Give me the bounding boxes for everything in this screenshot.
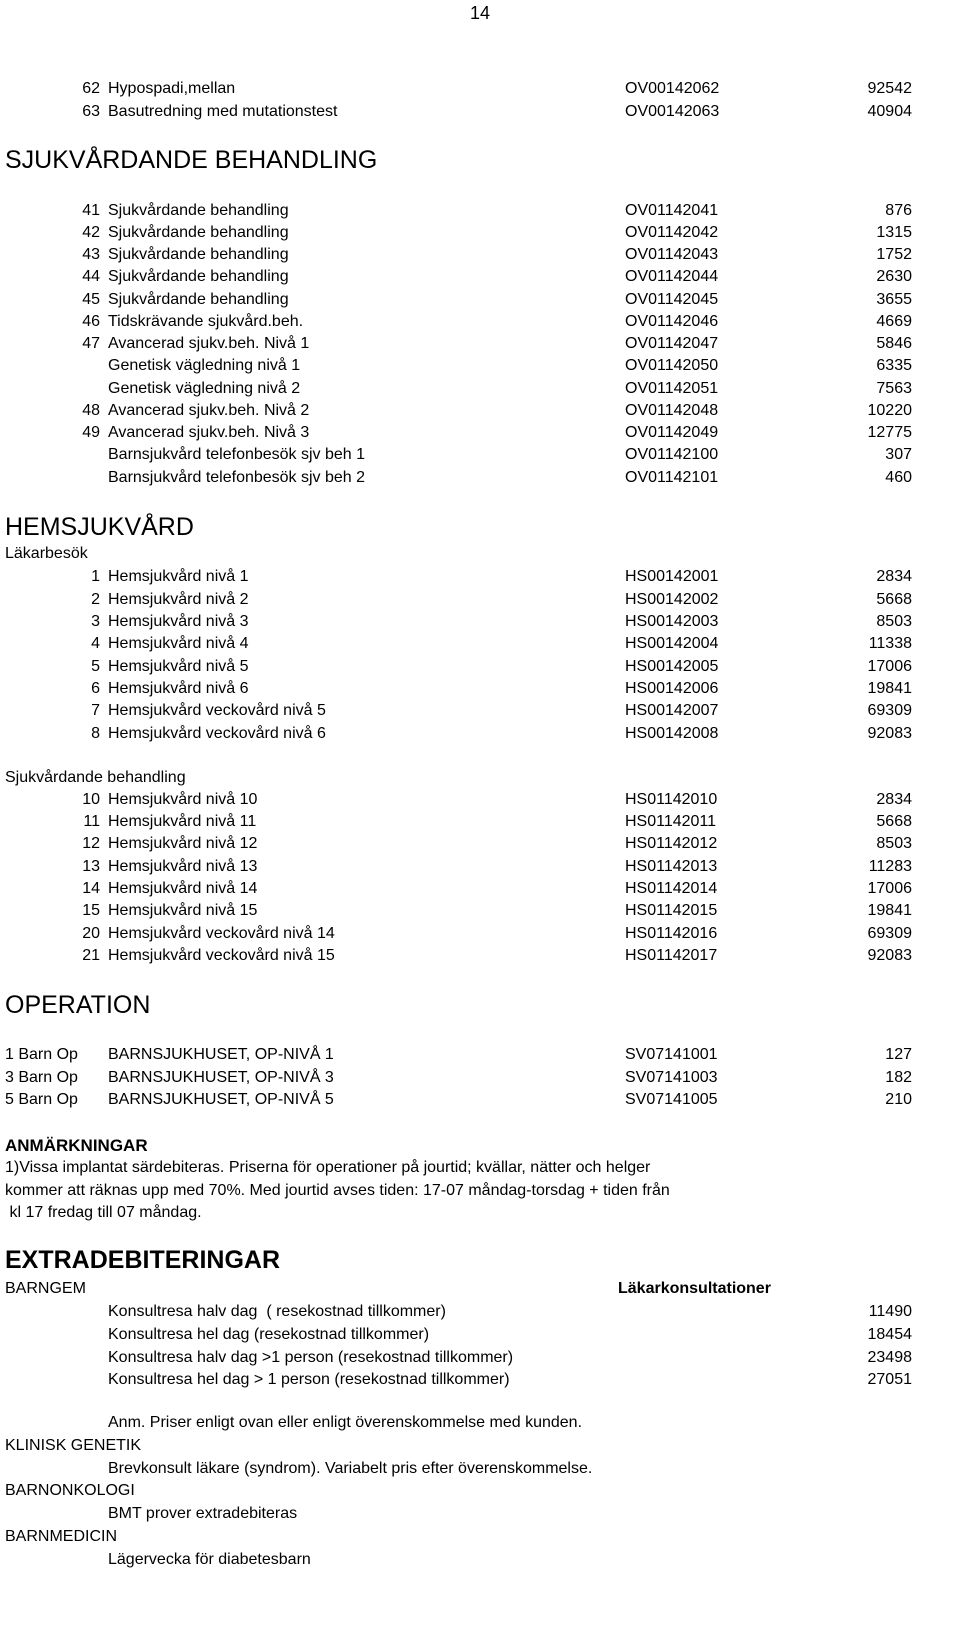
- row-num: 11: [83, 813, 100, 830]
- row-price: 4669: [876, 313, 912, 330]
- row-code: HS00142007: [625, 702, 719, 719]
- note-line: kommer att räknas upp med 70%. Med jourtid avses tiden: 17-07 måndag-torsdag + tiden från: [5, 1182, 670, 1199]
- row-price: 2630: [876, 268, 912, 285]
- row-num: 47: [82, 335, 100, 352]
- row-num: 42: [82, 224, 100, 241]
- row-price: 5846: [876, 335, 912, 352]
- row-code: OV01142041: [625, 202, 719, 219]
- row-price: 17006: [867, 880, 912, 897]
- row-name: Hemsjukvård nivå 13: [108, 858, 258, 875]
- row-num: 3: [91, 613, 100, 630]
- anm-text: Anm. Priser enligt ovan eller enligt överenskommelse med kunden.: [108, 1414, 583, 1431]
- row-code: HS00142003: [625, 613, 719, 630]
- row-code: HS00142006: [625, 680, 719, 697]
- row-price: 2834: [876, 791, 912, 808]
- note-line: kl 17 fredag till 07 måndag.: [5, 1204, 202, 1221]
- konsult-price: 23498: [867, 1349, 912, 1366]
- row-num: 44: [82, 268, 100, 285]
- section-heading-sjukvardande: SJUKVÅRDANDE BEHANDLING: [5, 146, 378, 174]
- op-label: 3 Barn Op: [5, 1069, 78, 1086]
- label-klinisk-genetik: KLINISK GENETIK: [5, 1437, 142, 1454]
- row-price: 11338: [868, 635, 912, 652]
- row-name: Sjukvårdande behandling: [108, 202, 289, 219]
- row-name: Hemsjukvård nivå 12: [108, 835, 258, 852]
- section-heading-hemsjukvard: HEMSJUKVÅRD: [5, 513, 194, 541]
- row-num: 7: [91, 702, 100, 719]
- row-code: HS01142017: [625, 947, 718, 964]
- op-label: 1 Barn Op: [5, 1046, 78, 1063]
- section-heading-anmarkningar: ANMÄRKNINGAR: [5, 1136, 148, 1155]
- row-price: 19841: [867, 680, 912, 697]
- row-code: HS00142008: [625, 725, 719, 742]
- row-name: Barnsjukvård telefonbesök sjv beh 2: [108, 469, 366, 486]
- row-code: HS00142004: [625, 635, 719, 652]
- row-code: OV01142100: [625, 446, 719, 463]
- row-num: 45: [82, 291, 100, 308]
- row-price: 19841: [867, 902, 912, 919]
- row-name: Hemsjukvård nivå 11: [108, 813, 257, 830]
- barnonkologi-text: BMT prover extradebiteras: [108, 1505, 298, 1522]
- row-name: Hemsjukvård nivå 10: [108, 791, 258, 808]
- row-code: OV01142101: [625, 469, 719, 486]
- row-name: Barnsjukvård telefonbesök sjv beh 1: [108, 446, 366, 463]
- konsult-name: Konsultresa halv dag >1 person (resekostnad tillkommer): [108, 1349, 514, 1366]
- row-code: OV00142063: [625, 103, 720, 120]
- row-name: Sjukvårdande behandling: [108, 224, 289, 241]
- section-heading-extradebiteringar: EXTRADEBITERINGAR: [5, 1246, 281, 1274]
- row-code: HS01142016: [625, 925, 718, 942]
- row-code: HS00142005: [625, 658, 719, 675]
- row-name: Hemsjukvård nivå 5: [108, 658, 249, 675]
- row-code: OV01142047: [625, 335, 719, 352]
- row-name: Basutredning med mutationstest: [108, 103, 338, 120]
- row-num: 13: [82, 858, 100, 875]
- row-num: 12: [82, 835, 100, 852]
- row-code: OV01142048: [625, 402, 719, 419]
- subheading-lakarbesok: Läkarbesök: [5, 545, 88, 562]
- row-name: Hemsjukvård nivå 15: [108, 902, 258, 919]
- row-price: 12775: [867, 424, 912, 441]
- row-code: OV01142050: [625, 357, 719, 374]
- row-price: 1752: [876, 246, 912, 263]
- konsult-price: 18454: [867, 1326, 912, 1343]
- row-code: HS01142015: [625, 902, 718, 919]
- row-name: Sjukvårdande behandling: [108, 268, 289, 285]
- row-name: Hemsjukvård nivå 14: [108, 880, 258, 897]
- row-price: 92083: [867, 947, 912, 964]
- row-name: Hemsjukvård nivå 6: [108, 680, 249, 697]
- row-code: HS01142011: [625, 813, 717, 830]
- row-num: 62: [82, 80, 100, 97]
- row-num: 21: [82, 947, 100, 964]
- row-num: 43: [82, 246, 100, 263]
- page-number: 14: [469, 3, 491, 23]
- row-num: 1: [91, 568, 100, 585]
- row-name: Hemsjukvård veckovård nivå 15: [108, 947, 335, 964]
- row-price: 10220: [867, 402, 912, 419]
- op-name: BARNSJUKHUSET, OP-NIVÅ 3: [108, 1069, 334, 1086]
- row-price: 1315: [876, 224, 912, 241]
- row-price: 2834: [876, 568, 912, 585]
- row-price: 69309: [867, 925, 912, 942]
- row-num: 48: [82, 402, 100, 419]
- op-price: 127: [885, 1046, 912, 1063]
- row-price: 5668: [876, 591, 912, 608]
- row-price: 876: [885, 202, 912, 219]
- row-num: 14: [82, 880, 100, 897]
- row-price: 11283: [868, 858, 912, 875]
- row-code: OV01142043: [625, 246, 719, 263]
- row-price: 6335: [876, 357, 912, 374]
- op-price: 182: [885, 1069, 912, 1086]
- row-name: Hemsjukvård nivå 4: [108, 635, 249, 652]
- row-num: 4: [91, 635, 100, 652]
- row-price: 3655: [876, 291, 912, 308]
- row-name: Tidskrävande sjukvård.beh.: [108, 313, 304, 330]
- row-code: OV01142046: [625, 313, 719, 330]
- op-price: 210: [885, 1091, 912, 1108]
- konsult-name: Konsultresa halv dag ( resekostnad tillkommer): [108, 1303, 446, 1320]
- row-code: HS01142010: [625, 791, 718, 808]
- row-name: Avancerad sjukv.beh. Nivå 3: [108, 424, 310, 441]
- op-code: SV07141005: [625, 1091, 718, 1108]
- row-num: 2: [91, 591, 100, 608]
- row-name: Hypospadi,mellan: [108, 80, 236, 97]
- row-name: Avancerad sjukv.beh. Nivå 1: [108, 335, 310, 352]
- row-name: Genetisk vägledning nivå 2: [108, 380, 301, 397]
- row-num: 46: [82, 313, 100, 330]
- row-code: HS01142012: [625, 835, 718, 852]
- label-barnmedicin: BARNMEDICIN: [5, 1528, 118, 1545]
- row-name: Avancerad sjukv.beh. Nivå 2: [108, 402, 310, 419]
- row-code: OV00142062: [625, 80, 720, 97]
- label-barnonkologi: BARNONKOLOGI: [5, 1482, 135, 1499]
- row-num: 15: [82, 902, 100, 919]
- row-code: HS01142013: [625, 858, 718, 875]
- konsult-name: Konsultresa hel dag (resekostnad tillkommer): [108, 1326, 430, 1343]
- row-code: OV01142042: [625, 224, 719, 241]
- konsult-name: Konsultresa hel dag > 1 person (resekostnad tillkommer): [108, 1371, 510, 1388]
- row-name: Sjukvårdande behandling: [108, 291, 289, 308]
- row-price: 17006: [867, 658, 912, 675]
- section-heading-operation: OPERATION: [5, 991, 151, 1019]
- op-label: 5 Barn Op: [5, 1091, 78, 1108]
- op-name: BARNSJUKHUSET, OP-NIVÅ 5: [108, 1091, 334, 1108]
- label-barngem: BARNGEM: [5, 1280, 86, 1297]
- row-price: 40904: [867, 103, 912, 120]
- konsult-price: 11490: [868, 1303, 912, 1320]
- row-name: Sjukvårdande behandling: [108, 246, 289, 263]
- row-name: Hemsjukvård veckovård nivå 14: [108, 925, 335, 942]
- row-price: 5668: [876, 813, 912, 830]
- row-price: 307: [885, 446, 912, 463]
- row-code: OV01142044: [625, 268, 719, 285]
- row-name: Hemsjukvård veckovård nivå 6: [108, 725, 326, 742]
- op-code: SV07141003: [625, 1069, 718, 1086]
- label-lakarkonsultationer: Läkarkonsultationer: [618, 1280, 771, 1297]
- row-num: 5: [91, 658, 100, 675]
- row-num: 6: [91, 680, 100, 697]
- row-code: HS00142001: [625, 568, 719, 585]
- row-num: 49: [82, 424, 100, 441]
- subheading-sjukvardande-behandling: Sjukvårdande behandling: [5, 769, 186, 786]
- row-num: 63: [82, 103, 100, 120]
- row-name: Hemsjukvård nivå 1: [108, 568, 249, 585]
- row-code: OV01142051: [625, 380, 719, 397]
- row-code: OV01142049: [625, 424, 719, 441]
- row-name: Genetisk vägledning nivå 1: [108, 357, 301, 374]
- row-num: 8: [91, 725, 100, 742]
- row-num: 20: [82, 925, 100, 942]
- row-num: 10: [82, 791, 100, 808]
- row-code: HS01142014: [625, 880, 718, 897]
- row-price: 460: [885, 469, 912, 486]
- row-price: 69309: [867, 702, 912, 719]
- row-code: HS00142002: [625, 591, 719, 608]
- row-price: 92542: [867, 80, 912, 97]
- row-code: OV01142045: [625, 291, 719, 308]
- konsult-price: 27051: [867, 1371, 912, 1388]
- row-name: Hemsjukvård nivå 2: [108, 591, 249, 608]
- row-price: 8503: [876, 835, 912, 852]
- row-name: Hemsjukvård veckovård nivå 5: [108, 702, 326, 719]
- op-name: BARNSJUKHUSET, OP-NIVÅ 1: [108, 1046, 334, 1063]
- row-name: Hemsjukvård nivå 3: [108, 613, 249, 630]
- klinisk-genetik-text: Brevkonsult läkare (syndrom). Variabelt pris efter överenskommelse.: [108, 1460, 593, 1477]
- barnmedicin-text: Lägervecka för diabetesbarn: [108, 1551, 311, 1568]
- row-price: 8503: [876, 613, 912, 630]
- row-num: 41: [82, 202, 100, 219]
- note-line: 1)Vissa implantat särdebiteras. Priserna för operationer på jourtid; kvällar, nätter och helger: [5, 1159, 651, 1176]
- row-price: 92083: [867, 725, 912, 742]
- row-price: 7563: [876, 380, 912, 397]
- op-code: SV07141001: [625, 1046, 718, 1063]
